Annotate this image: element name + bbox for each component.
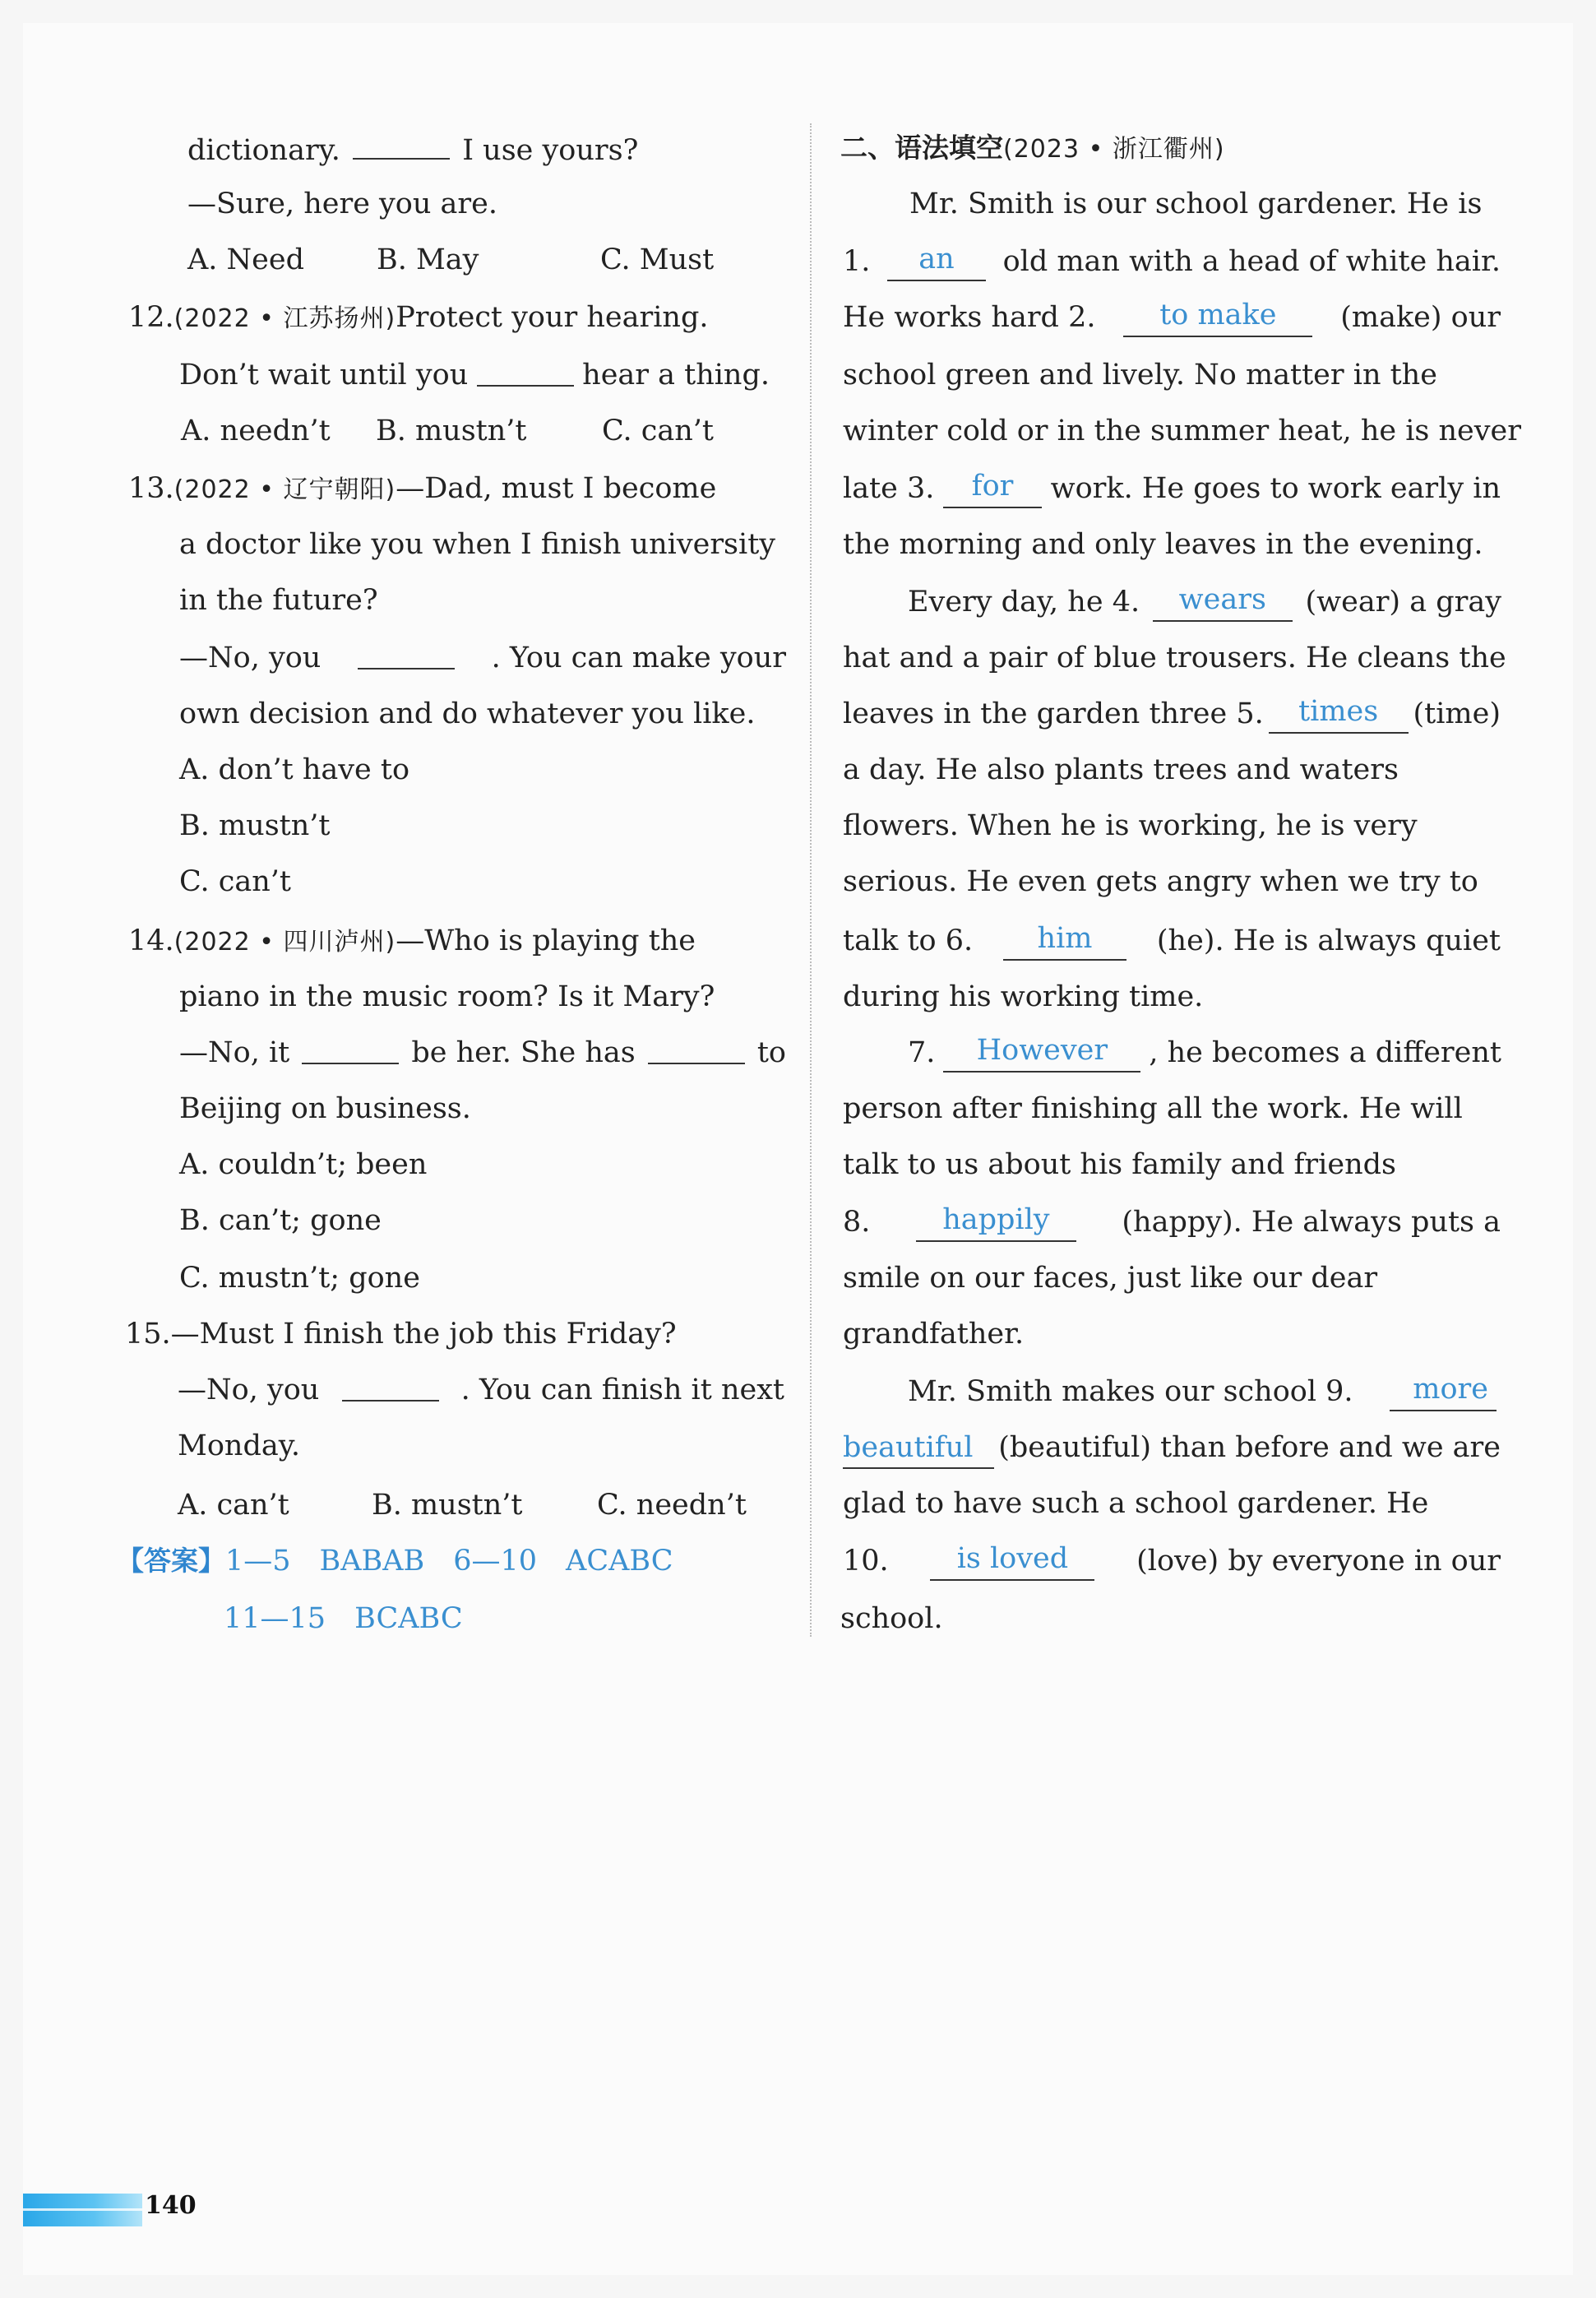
- option-b: B. mustn’t: [179, 809, 331, 842]
- question-number: 15.: [125, 1318, 171, 1351]
- passage-line: [843, 242, 1501, 281]
- text: —No, it: [179, 1036, 290, 1069]
- q11-line2: —Sure, here you are.: [187, 188, 497, 220]
- text: Mr. Smith makes our school 9.: [908, 1375, 1353, 1408]
- passage-line: the morning and only leaves in the evening.: [843, 528, 1483, 561]
- answer-key-text: 1—5 BABAB 6—10 ACABC: [225, 1545, 673, 1578]
- passage-line: school green and lively. No matter in the: [843, 359, 1437, 391]
- passage-line: serious. He even gets angry when we try to: [843, 865, 1478, 898]
- passage-line: flowers. When he is working, he is very: [843, 809, 1418, 842]
- passage-line: person after finishing all the work. He will: [843, 1092, 1463, 1125]
- text: . You can finish it next: [460, 1374, 784, 1406]
- passage-line: [908, 1033, 1501, 1073]
- answer-5: times: [1269, 694, 1409, 734]
- q15-line2: [178, 1370, 784, 1410]
- q13-line2: a doctor like you when I finish university: [179, 528, 776, 561]
- blank: [353, 128, 450, 160]
- passage-line: [843, 1428, 1501, 1469]
- text: (he). He is always quiet: [1156, 924, 1501, 957]
- passage-line: Mr. Smith is our school gardener. He is: [909, 188, 1483, 220]
- option-c: C. mustn’t; gone: [179, 1262, 420, 1295]
- text: old man with a head of white hair.: [1002, 245, 1501, 278]
- text: (happy). He always puts a: [1122, 1206, 1501, 1239]
- text: 7.: [908, 1036, 936, 1069]
- text: (time): [1413, 697, 1501, 730]
- option-c: C. can’t: [602, 415, 714, 447]
- q12-options: [181, 411, 714, 451]
- text: —Dad, must I become: [396, 472, 717, 505]
- text: be her. She has: [411, 1036, 636, 1069]
- option-a: A. can’t: [178, 1489, 289, 1522]
- option-b: B. can’t; gone: [179, 1204, 382, 1237]
- passage-line: [843, 694, 1501, 734]
- question-number: 14.: [128, 924, 174, 957]
- answer-9b: beautiful: [843, 1428, 994, 1469]
- option-b: B. mustn’t: [372, 1489, 523, 1522]
- blank: [648, 1033, 745, 1064]
- blank: [477, 355, 574, 387]
- text: 8.: [843, 1206, 871, 1239]
- passage-line: grandfather.: [843, 1318, 1025, 1351]
- q13-line4: [179, 638, 786, 678]
- text: I use yours?: [462, 134, 639, 167]
- answer-key-label: 【答案】: [117, 1545, 225, 1577]
- answer-2: to make: [1123, 298, 1312, 337]
- text: 10.: [843, 1545, 889, 1578]
- passage-line: [843, 298, 1501, 337]
- answer-1: an: [887, 242, 986, 281]
- q11-options: [187, 240, 714, 280]
- q14-line1: [128, 921, 786, 962]
- blank: [302, 1033, 399, 1064]
- q15-line1: [125, 1314, 677, 1354]
- section-header: [840, 128, 1225, 169]
- q11-line1: [187, 128, 638, 170]
- text: hear a thing.: [582, 359, 770, 391]
- option-a: A. couldn’t; been: [179, 1148, 428, 1181]
- passage-line: talk to us about his family and friends: [843, 1148, 1396, 1181]
- text: 1.: [843, 245, 871, 278]
- text: to: [756, 1036, 786, 1069]
- passage-line: [843, 921, 1501, 961]
- q12-line2: [179, 355, 770, 395]
- text: (make) our: [1340, 301, 1501, 334]
- option-a: A. Need: [187, 243, 304, 276]
- text: He works hard 2.: [843, 301, 1096, 334]
- option-c: C. needn’t: [597, 1489, 747, 1522]
- answer-key-line1: [117, 1541, 673, 1581]
- passage-line: [843, 469, 1501, 508]
- answer-9a: more: [1390, 1372, 1497, 1411]
- passage-line: a day. He also plants trees and waters: [843, 753, 1399, 786]
- question-source: (2022 • 辽宁朝阳): [173, 475, 396, 504]
- text: —No, you: [179, 642, 322, 674]
- option-c: C. can’t: [179, 865, 291, 898]
- q13-line5: own decision and do whatever you like.: [179, 697, 756, 730]
- q14-line4: Beijing on business.: [179, 1092, 471, 1125]
- option-b: B. mustn’t: [376, 415, 527, 447]
- text: (beautiful) than before and we are: [998, 1431, 1501, 1464]
- passage-line: winter cold or in the summer heat, he is never: [843, 415, 1521, 447]
- option-a: A. needn’t: [181, 415, 331, 447]
- option-c: C. Must: [600, 243, 715, 276]
- option-a: A. don’t have to: [179, 753, 410, 786]
- column-divider: [810, 123, 812, 1637]
- text: late 3.: [843, 472, 935, 505]
- text: dictionary.: [187, 134, 340, 167]
- q14-line2: piano in the music room? Is it Mary?: [179, 980, 715, 1013]
- blank: [358, 638, 455, 669]
- q12-line1: [128, 298, 782, 339]
- option-b: B. May: [377, 243, 479, 276]
- text: leaves in the garden three 5.: [843, 697, 1264, 730]
- q15-options: [178, 1485, 747, 1525]
- answer-10: is loved: [930, 1541, 1094, 1581]
- text: Don’t wait until you: [179, 359, 469, 391]
- text: (wear) a gray: [1305, 586, 1501, 619]
- text: Protect your hearing.: [396, 301, 709, 334]
- passage-line: [843, 1202, 1501, 1242]
- text: , he becomes a different: [1149, 1036, 1501, 1069]
- text: . You can make your: [491, 642, 786, 674]
- q13-line3: in the future?: [179, 584, 378, 617]
- blank: [342, 1370, 439, 1402]
- question-number: 12.: [128, 301, 174, 334]
- page-number: 140: [145, 2191, 197, 2220]
- section-title: 二、语法填空: [840, 132, 1003, 164]
- passage-line: during his working time.: [843, 980, 1204, 1013]
- question-number: 13.: [128, 472, 174, 505]
- text: (love) by everyone in our: [1136, 1545, 1501, 1578]
- passage-line: [908, 1372, 1501, 1411]
- answer-key-line2: 11—15 BCABC: [224, 1602, 463, 1635]
- text: —Who is playing the: [396, 924, 696, 957]
- answer-8: happily: [916, 1202, 1076, 1242]
- q13-line1: [128, 469, 786, 510]
- text: work. He goes to work early in: [1050, 472, 1501, 505]
- text: —No, you: [178, 1374, 320, 1406]
- text: Every day, he 4.: [908, 586, 1140, 619]
- answer-6: him: [1003, 921, 1126, 961]
- text: talk to 6.: [843, 924, 974, 957]
- answer-3: for: [943, 469, 1042, 508]
- passage-line: hat and a pair of blue trousers. He cleans the: [843, 642, 1506, 674]
- passage-line: [843, 1541, 1501, 1581]
- passage-line: smile on our faces, just like our dear: [843, 1262, 1378, 1295]
- q15-line3: Monday.: [178, 1429, 300, 1462]
- question-source: (2022 • 四川泸州): [173, 928, 396, 957]
- text: —Must I finish the job this Friday?: [170, 1318, 677, 1351]
- footer-bar: [23, 2194, 142, 2226]
- section-source: (2023 • 浙江衢州): [1003, 135, 1225, 164]
- passage-line: school.: [840, 1602, 943, 1635]
- answer-4: wears: [1153, 582, 1293, 622]
- q14-line3: [179, 1033, 786, 1073]
- answer-7: However: [943, 1033, 1140, 1073]
- question-source: (2022 • 江苏扬州): [173, 304, 396, 333]
- passage-line: [908, 582, 1501, 622]
- passage-line: glad to have such a school gardener. He: [843, 1487, 1429, 1520]
